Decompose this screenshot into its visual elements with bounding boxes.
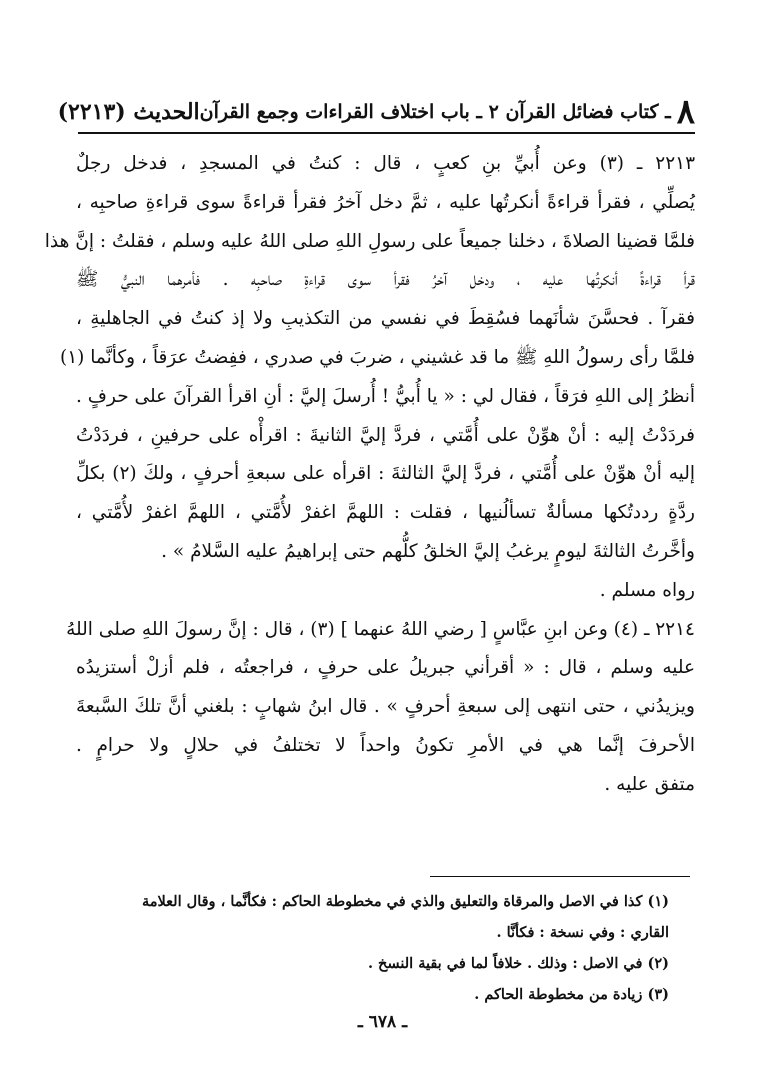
text-line: عليه وسلم ، قال : « أقرأني جبريلُ على حرفٍ ، فراجعتُه ، فلم أزلْ أستزيدُه: [76, 657, 695, 679]
book-chapter-title: ـ كتاب فضائل القرآن ٢ ـ باب اختلاف القراءات وجمع القرآن: [199, 101, 671, 123]
text-line: قرأ قراءةً أنكرتُها عليه ، ودخل آخرُ فقرأ سوى قراءةِ صاحبِه . فأمرهما النبيُّ ﷺ: [76, 269, 695, 291]
footnote-line: (٢) في الاصل : وذلك . خلافاً لما في بقية النسخ .: [367, 955, 669, 972]
main-text: [44, 145, 696, 805]
page-number: ـ ٦٧٨ ـ: [357, 1012, 408, 1032]
text-line: ويزيدُني ، حتى انتهى إلى سبعةِ أحرفٍ » . قال ابنُ شهابٍ : بلغني أنَّ تلكَ السَّبعةَ: [76, 696, 695, 718]
hadith-range-label: الحديث (٢٢١٣): [57, 99, 200, 125]
source-attribution: رواه مسلم .: [599, 579, 695, 601]
text-line: الأحرفَ إنَّما هي في الأمرِ تكونُ واحداً لا تختلفُ في حلالٍ ولا حرامٍ .: [76, 734, 695, 756]
footnote-line: (٣) زيادة من مخطوطة الحاكم .: [474, 986, 669, 1003]
running-header: [57, 92, 695, 134]
text-line: وأخَّرتُ الثالثةَ ليومٍ يرغبُ إليَّ الخلقُ كلُّهم حتى إبراهيمُ عليه السَّلامُ » .: [161, 540, 695, 562]
footnote-line: القاري : وفي نسخة : فكأنَّا .: [496, 924, 669, 941]
text-line: أنظرُ إلى اللهِ فرَقاً ، فقال لي : « يا أُبيُّ ! أُرسلَ إليَّ : أنِ اقرأ القرآنَ على حرفٍ .: [76, 385, 695, 407]
volume-marker: ٨: [676, 92, 695, 132]
text-line: ردَّةٍ رددتُكها مسألةٌ تسألُنيها ، فقلت : اللهمَّ اغفرْ لأُمَّتي ، اللهمَّ اغفرْ لأُمَّتي ،: [76, 502, 695, 524]
text-line: فلمَّا رأى رسولُ اللهِ ﷺ ما قد غشيني ، ضربَ في صدري ، ففِضتُ عرَقاً ، وكأنَّما (١): [59, 346, 695, 368]
text-line: فقرآ . فحسَّنَ شأنَهما فسُقِطَ في نفسي من التكذيبِ ولا إذ كنتُ في الجاهليةِ ،: [76, 308, 695, 330]
text-line: فلمَّا قضينا الصلاةَ ، دخلنا جميعاً على رسولِ اللهِ صلى اللهُ عليه وسلم ، فقلتُ : إنَّ هذا: [44, 230, 695, 252]
footnote-line: (١) كذا في الاصل والمرقاة والتعليق والذي في مخطوطة الحاكم : فكأنَّما ، وقال العلامة: [141, 893, 669, 910]
text-line: يُصلِّي ، فقرأ قراءةً أنكرتُها عليه ، ثمَّ دخل آخرُ فقرأ قراءةً سوى قراءةِ صاحبِه ،: [76, 191, 695, 213]
text-line: ٢٢١٤ ـ (٤) وعن ابنِ عبَّاسٍ [ رضي اللهُ عنهما ] (٣) ، قال : إنَّ رسولَ اللهِ صلى اللهُ: [66, 618, 695, 640]
text-line: ٢٢١٣ ـ (٣) وعن أُبيِّ بنِ كعبٍ ، قال : كنتُ في المسجدِ ، فدخل رجلٌ: [76, 153, 696, 174]
text-line: فردَدْتُ إليه : أنْ هوِّنْ على أُمَّتي ، فردَّ إليَّ الثانيةَ : اقرأْه على حرفينِ ، فردَدْتُ: [76, 424, 695, 446]
text-line: إليه أنْ هوِّنْ على أُمَّتي ، فردَّ إليَّ الثالثةَ : اقرأه على سبعةِ أحرفٍ ، ولكَ (٢) بكلِّ: [76, 463, 695, 485]
footnotes: [76, 886, 669, 1010]
source-attribution: متفق عليه .: [604, 773, 695, 795]
footnote-divider: [430, 876, 690, 877]
